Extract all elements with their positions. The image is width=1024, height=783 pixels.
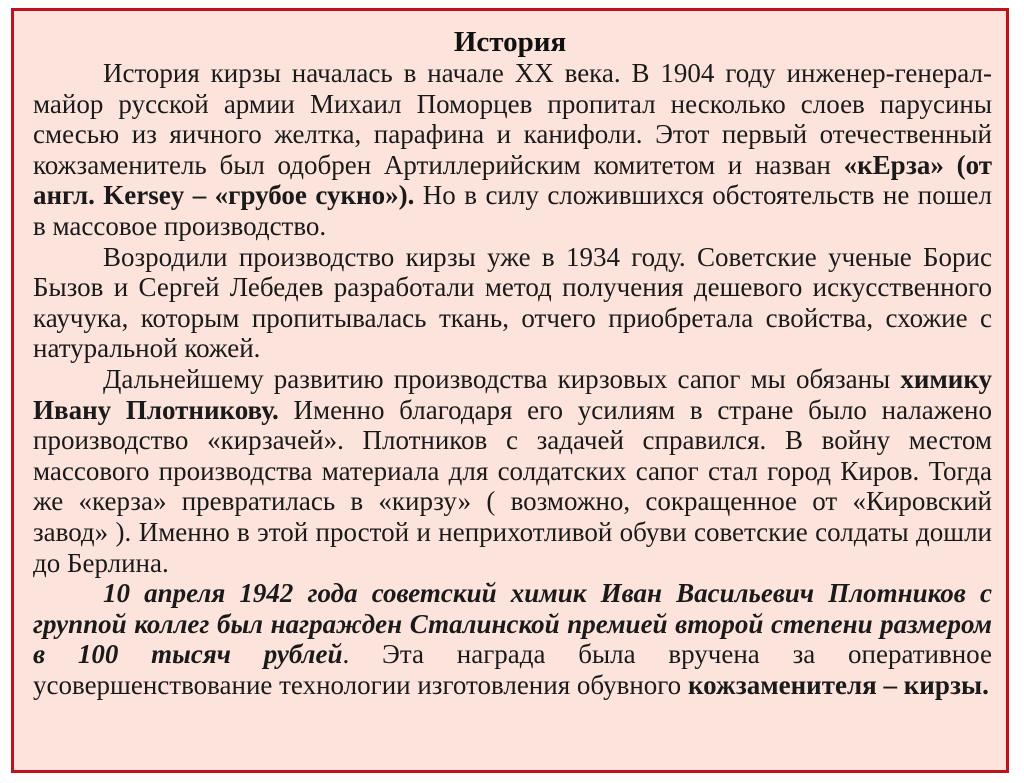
p1-text-2: Но в силу сложившихся обстоятельств не пошел в массовое производство.	[33, 180, 992, 241]
p1-text-1: История кирзы началась в начале XX века. В 1904 году инженер-генерал-майор русской армии Михаил Поморцев пропитал несколько слоев парусины смесью из яичного желтка, парафина и канифоли. Этот первый отечественный кожзаменитель был одобрен Артиллерийским комитетом и назван	[33, 58, 992, 180]
paragraph-4	[33, 578, 992, 700]
p4-bold-italic-1: 10 апреля 1942 года советский химик Иван Васильевич Плотников с группой коллег был награжден Сталинской премией второй степени размером в 100 тысяч рублей	[33, 578, 992, 670]
p4-bold-1: кожзаменителя – кирзы.	[687, 669, 989, 700]
paragraph-2	[33, 242, 992, 364]
paragraph-1	[33, 58, 992, 242]
p3-bold-1: химику Ивану Плотникову.	[33, 363, 992, 425]
p3-text-1: Дальнейшему развитию производства кирзовых сапог мы обязаны	[103, 363, 901, 394]
page-title: История	[453, 26, 567, 58]
body-text	[33, 58, 992, 700]
p4-text-1: . Эта награда была вручена за оперативное усовершенствование технологии изготовления обувного	[33, 639, 992, 700]
p2-text-1: Возродили производство кирзы уже в 1934 году. Советские ученые Борис Бызов и Сергей Лебедев разработали метод получения дешевого искусственного каучука, которым пропитывалась ткань, отчего приобретала свойства, схожие с натуральной кожей.	[33, 241, 992, 364]
paragraph-3	[33, 364, 992, 578]
p3-text-2: Именно благодаря его усилиям в стране было налажено производство «кирзачей». Плотников с задачей справился. В войну местом массового производства материала для солдатских сапог стал город Киров. Тогда же «керза» превратилась в «кирзу» ( возможно, сокращенное от «Кировский завод» ). Именно в этой простой и неприхотливой обуви советские солдаты дошли до Берлина.	[33, 394, 992, 578]
document-frame	[11, 8, 1009, 773]
p1-bold-1: «кЕрза» (от англ. Kersey – «грубое сукно»).	[33, 149, 992, 211]
